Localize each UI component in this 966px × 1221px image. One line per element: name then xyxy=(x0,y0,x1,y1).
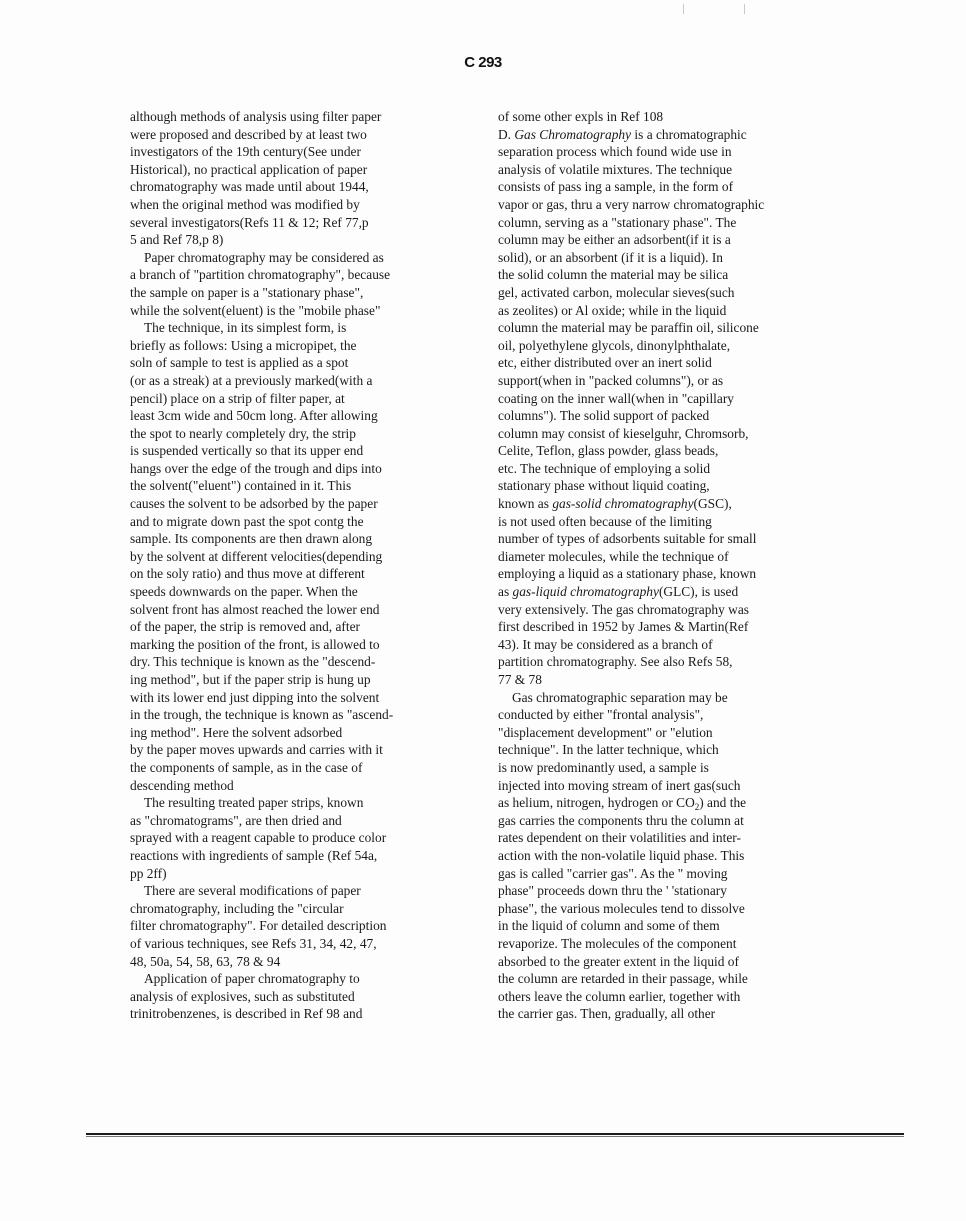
line-text: D. xyxy=(498,126,515,142)
line-text: hangs over the edge of the trough and dips into xyxy=(130,460,382,476)
line-text: Historical), no practical application of paper xyxy=(130,161,368,177)
text-line xyxy=(130,231,475,249)
line-text: very extensively. The gas chromatography was xyxy=(498,601,749,617)
text-line xyxy=(498,548,838,566)
text-line xyxy=(498,953,838,971)
text-line xyxy=(498,583,838,601)
line-text: on the soly ratio) and thus move at different xyxy=(130,566,365,582)
text-line xyxy=(498,601,838,619)
line-text: by the solvent at different velocities(depending xyxy=(130,548,383,564)
italic-term: Gas Chromatography xyxy=(514,126,632,142)
page-number: C 293 xyxy=(464,54,502,71)
line-text: chromatography, including the "circular xyxy=(130,900,344,916)
text-line xyxy=(130,108,475,126)
text-line xyxy=(498,354,838,372)
text-line xyxy=(498,407,838,425)
text-line xyxy=(130,917,475,935)
line-text-continued: is a chromatographic xyxy=(631,126,747,142)
line-text: as zeolites) or Al oxide; while in the liquid xyxy=(498,302,727,318)
line-text: ing method", but if the paper strip is hung up xyxy=(130,672,371,687)
line-text: action with the non-volatile liquid phase. This xyxy=(498,847,745,863)
line-text: gas is called "carrier gas". As the " moving xyxy=(498,865,728,881)
line-text: Gas chromatographic separation may be xyxy=(512,689,728,705)
line-text-continued: (GLC), is used xyxy=(658,584,739,600)
text-line xyxy=(498,196,838,214)
text-line xyxy=(498,671,838,689)
line-text: speeds downwards on the paper. When the xyxy=(130,584,358,600)
text-line xyxy=(498,390,838,408)
text-line xyxy=(130,407,475,425)
text-line xyxy=(498,689,838,707)
line-text: of the paper, the strip is removed and, after xyxy=(130,619,360,635)
line-text: (or as a streak) at a previously marked(with a xyxy=(130,372,373,388)
text-line xyxy=(498,372,838,390)
line-text: causes the solvent to be adsorbed by the paper xyxy=(130,496,378,512)
line-text: chromatography was made until about 1944, xyxy=(130,179,369,195)
text-line xyxy=(130,460,475,478)
text-line xyxy=(130,829,475,847)
line-text: were proposed and described by at least two xyxy=(130,126,367,142)
line-text: oil, polyethylene glycols, dinonylphthalate, xyxy=(498,337,731,353)
line-text: as "chromatograms", are then dried and xyxy=(130,812,342,828)
text-line xyxy=(130,777,475,795)
subscript: 2 xyxy=(694,802,700,813)
line-text: the solid column the material may be silica xyxy=(498,267,729,283)
text-line xyxy=(130,530,475,548)
text-line xyxy=(498,143,838,161)
text-line xyxy=(498,425,838,443)
line-text: injected into moving stream of inert gas(such xyxy=(498,777,741,793)
line-text: technique". In the latter technique, which xyxy=(498,742,719,758)
line-text: pencil) place on a strip of filter paper, at xyxy=(130,390,345,406)
line-text: analysis of volatile mixtures. The technique xyxy=(498,161,733,177)
line-text: 5 and Ref 78,p 8) xyxy=(130,232,224,248)
text-line xyxy=(130,759,475,777)
line-text: phase", the various molecules tend to dissolve xyxy=(498,900,745,916)
text-line xyxy=(130,284,475,302)
line-text: columns"). The solid support of packed xyxy=(498,408,710,424)
line-text: 48, 50a, 54, 58, 63, 78 & 94 xyxy=(130,953,281,969)
text-line xyxy=(130,812,475,830)
text-line xyxy=(498,513,838,531)
line-text: etc. The technique of employing a solid xyxy=(498,460,711,476)
line-text: pp 2ff) xyxy=(130,865,167,881)
text-line xyxy=(498,812,838,830)
text-line xyxy=(498,847,838,865)
line-text: a branch of "partition chromatography", because xyxy=(130,267,391,283)
text-line xyxy=(130,794,475,812)
text-line xyxy=(130,337,475,355)
italic-term: gas-solid chromatography xyxy=(552,496,694,512)
line-text: solvent front has almost reached the lower end xyxy=(130,601,380,617)
text-line xyxy=(498,319,838,337)
line-text: consists of pass ing a sample, in the form of xyxy=(498,179,734,195)
line-text: number of types of adsorbents suitable for small xyxy=(498,531,757,547)
line-text: by the paper moves upwards and carries with it xyxy=(130,742,383,758)
line-text: and to migrate down past the spot contg the xyxy=(130,513,364,529)
line-text: is not used often because of the limiting xyxy=(498,513,712,529)
line-text: analysis of explosives, such as substituted xyxy=(130,988,355,1004)
text-line xyxy=(130,477,475,495)
line-text: The resulting treated paper strips, known xyxy=(144,795,364,811)
line-text: rates dependent on their volatilities and inter- xyxy=(498,830,741,846)
line-text: sprayed with a reagent capable to produce color xyxy=(130,830,387,846)
text-line xyxy=(130,495,475,513)
line-text: column may consist of kieselguhr, Chromsorb, xyxy=(498,425,749,441)
line-text: absorbed to the greater extent in the liquid of xyxy=(498,953,739,969)
line-text: gas carries the components thru the column at xyxy=(498,812,744,828)
text-line xyxy=(498,284,838,302)
text-line xyxy=(498,618,838,636)
line-text: stationary phase without liquid coating, xyxy=(498,478,710,494)
text-line xyxy=(130,196,475,214)
line-text: others leave the column earlier, together with xyxy=(498,988,741,1004)
text-line xyxy=(498,917,838,935)
text-line xyxy=(130,161,475,179)
text-line xyxy=(498,865,838,883)
line-text: Paper chromatography may be considered as xyxy=(144,249,384,265)
line-text: known as xyxy=(498,496,553,512)
line-text: 43). It may be considered as a branch of xyxy=(498,636,713,652)
line-text: soln of sample to test is applied as a spot xyxy=(130,355,349,371)
line-text: separation process which found wide use in xyxy=(498,144,732,160)
text-line xyxy=(130,653,475,671)
line-text: ing method". Here the solvent adsorbed xyxy=(130,724,343,740)
text-line xyxy=(498,495,838,513)
text-line xyxy=(498,741,838,759)
text-line xyxy=(498,829,838,847)
text-line xyxy=(498,249,838,267)
line-text-continued: ) and the xyxy=(699,795,747,811)
scan-mark xyxy=(744,4,745,14)
line-text: as xyxy=(498,584,513,600)
line-text: with its lower end just dipping into the solvent xyxy=(130,689,380,705)
text-line xyxy=(498,988,838,1006)
line-text: Application of paper chromatography to xyxy=(144,971,360,987)
text-line xyxy=(130,302,475,320)
line-text: etc, either distributed over an inert solid xyxy=(498,355,712,371)
line-text: the solvent("eluent") contained in it. This xyxy=(130,478,352,494)
line-text: as helium, nitrogen, hydrogen or CO xyxy=(498,795,695,811)
text-line xyxy=(498,777,838,795)
text-line xyxy=(498,530,838,548)
text-line xyxy=(498,759,838,777)
line-text: coating on the inner wall(when in "capillary xyxy=(498,390,735,406)
text-line xyxy=(498,161,838,179)
line-text-continued: (GSC), xyxy=(693,496,732,512)
footer-rule xyxy=(86,1133,904,1135)
text-line xyxy=(498,970,838,988)
line-text: the sample on paper is a "stationary phase", xyxy=(130,284,364,300)
text-line xyxy=(498,214,838,232)
text-line xyxy=(498,231,838,249)
line-text: diameter molecules, while the technique of xyxy=(498,548,729,564)
line-text: Celite, Teflon, glass powder, glass beads, xyxy=(498,443,719,459)
text-line xyxy=(498,126,838,144)
line-text: gel, activated carbon, molecular sieves(such xyxy=(498,284,735,300)
text-line xyxy=(498,460,838,478)
text-line xyxy=(130,319,475,337)
text-line xyxy=(498,108,838,126)
line-text: of some other expls in Ref 108 xyxy=(498,109,664,124)
text-line xyxy=(130,953,475,971)
text-line xyxy=(130,425,475,443)
line-text: vapor or gas, thru a very narrow chromatographic xyxy=(498,196,765,212)
line-text: while the solvent(eluent) is the "mobile phase" xyxy=(130,302,381,318)
line-text: although methods of analysis using filter paper xyxy=(130,109,382,124)
text-line xyxy=(130,935,475,953)
line-text: the column are retarded in their passage, while xyxy=(498,971,748,987)
line-text: descending method xyxy=(130,777,234,793)
text-line xyxy=(130,143,475,161)
line-text: least 3cm wide and 50cm long. After allowing xyxy=(130,408,378,424)
text-line xyxy=(130,513,475,531)
text-line xyxy=(498,900,838,918)
text-line xyxy=(130,249,475,267)
line-text: revaporize. The molecules of the component xyxy=(498,935,737,951)
text-line xyxy=(498,935,838,953)
line-text: the carrier gas. Then, gradually, all other xyxy=(498,1006,716,1022)
line-text: in the liquid of column and some of them xyxy=(498,918,720,934)
left-text-column xyxy=(130,108,475,1023)
text-line xyxy=(130,583,475,601)
text-line xyxy=(498,337,838,355)
text-line xyxy=(130,706,475,724)
line-text: "displacement development" or "elution xyxy=(498,724,713,740)
text-line xyxy=(498,636,838,654)
text-line xyxy=(498,724,838,742)
line-text: solid), or an absorbent (if it is a liquid). In xyxy=(498,249,723,265)
line-text: is now predominantly used, a sample is xyxy=(498,759,709,775)
text-line xyxy=(130,354,475,372)
line-text: column, serving as a "stationary phase". The xyxy=(498,214,737,230)
text-line xyxy=(130,565,475,583)
text-line xyxy=(130,442,475,460)
line-text: support(when in "packed columns"), or as xyxy=(498,372,724,388)
text-line xyxy=(130,178,475,196)
text-line xyxy=(130,266,475,284)
text-line xyxy=(498,178,838,196)
line-text: partition chromatography. See also Refs 58, xyxy=(498,654,733,670)
text-line xyxy=(498,794,838,812)
text-line xyxy=(498,266,838,284)
scan-mark xyxy=(683,4,684,14)
text-line xyxy=(130,882,475,900)
text-line xyxy=(498,302,838,320)
line-text: the components of sample, as in the case of xyxy=(130,759,363,775)
line-text: reactions with ingredients of sample (Ref 54a, xyxy=(130,847,378,863)
line-text: dry. This technique is known as the "descend- xyxy=(130,654,376,670)
text-line xyxy=(498,477,838,495)
line-text: the spot to nearly completely dry, the strip xyxy=(130,425,356,441)
text-line xyxy=(130,390,475,408)
text-line xyxy=(130,671,475,689)
line-text: investigators of the 19th century(See under xyxy=(130,144,361,160)
line-text: briefly as follows: Using a micropipet, the xyxy=(130,337,357,353)
text-line xyxy=(130,618,475,636)
text-line xyxy=(498,882,838,900)
text-line xyxy=(130,548,475,566)
line-text: several investigators(Refs 11 & 12; Ref 77,p xyxy=(130,214,369,230)
text-line xyxy=(130,847,475,865)
text-line xyxy=(130,988,475,1006)
text-line xyxy=(130,865,475,883)
text-line xyxy=(130,372,475,390)
line-text: column may be either an adsorbent(if it is a xyxy=(498,232,731,248)
text-line xyxy=(130,636,475,654)
line-text: phase" proceeds down thru the ' 'stationary xyxy=(498,883,727,899)
line-text: trinitrobenzenes, is described in Ref 98 and xyxy=(130,1006,363,1022)
text-line xyxy=(130,601,475,619)
text-line xyxy=(130,214,475,232)
text-line xyxy=(130,724,475,742)
text-line xyxy=(130,970,475,988)
line-text: sample. Its components are then drawn along xyxy=(130,531,373,547)
text-line xyxy=(498,565,838,583)
line-text: filter chromatography". For detailed description xyxy=(130,918,387,934)
line-text: in the trough, the technique is known as "ascend- xyxy=(130,707,394,723)
line-text: marking the position of the front, is allowed to xyxy=(130,636,380,652)
line-text: first described in 1952 by James & Martin(Ref xyxy=(498,619,749,635)
footer-rule-shadow xyxy=(86,1136,904,1137)
text-line xyxy=(498,1005,838,1023)
text-line xyxy=(498,442,838,460)
line-text: The technique, in its simplest form, is xyxy=(144,320,347,336)
line-text: of various techniques, see Refs 31, 34, 42, 47, xyxy=(130,935,377,951)
line-text: There are several modifications of paper xyxy=(144,883,361,899)
text-line xyxy=(498,653,838,671)
line-text: is suspended vertically so that its upper end xyxy=(130,443,364,459)
text-line xyxy=(130,1005,475,1023)
text-line xyxy=(130,741,475,759)
line-text: employing a liquid as a stationary phase, known xyxy=(498,566,757,582)
line-text: 77 & 78 xyxy=(498,672,542,687)
italic-term: gas-liquid chromatography xyxy=(512,584,659,600)
line-text: column the material may be paraffin oil, silicone xyxy=(498,320,759,336)
text-line xyxy=(130,900,475,918)
text-line xyxy=(130,126,475,144)
line-text: when the original method was modified by xyxy=(130,196,360,212)
text-line xyxy=(130,689,475,707)
text-line xyxy=(498,706,838,724)
line-text: conducted by either "frontal analysis", xyxy=(498,707,704,723)
right-text-column xyxy=(498,108,838,1023)
